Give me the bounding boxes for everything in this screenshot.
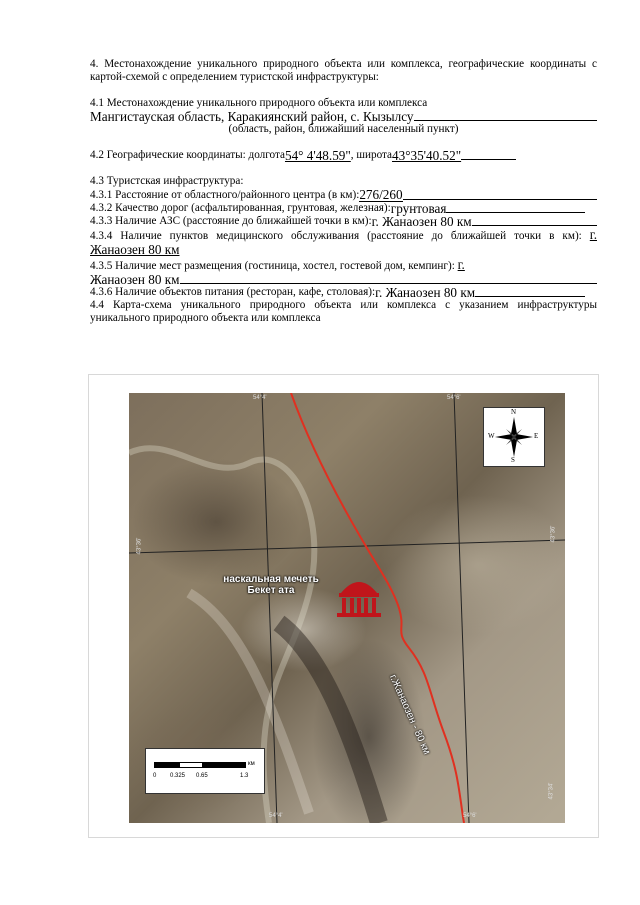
item-4-3-3-row xyxy=(90,215,597,228)
compass-rose xyxy=(483,407,545,467)
item-4-3-2-row xyxy=(90,202,597,215)
place-label-line2: Бекет ата xyxy=(247,585,295,596)
road-label: г.Жанаозен - 80 км xyxy=(386,673,433,757)
road-line xyxy=(291,393,464,823)
scale-seg xyxy=(202,762,246,768)
section-4-3-label: 4.3 Туристская инфраструктура: xyxy=(90,175,244,187)
grid-line xyxy=(129,537,565,555)
place-label-line1: наскальная мечеть xyxy=(223,574,319,585)
item-4-3-6-row xyxy=(90,286,597,299)
scale-seg xyxy=(179,762,203,768)
item-4-3-4-value: г. Жанаозен 80 км xyxy=(90,227,597,257)
scale-seg xyxy=(154,762,180,768)
grid-label-bottom-left: 54°4' xyxy=(269,813,283,819)
compass-e: E xyxy=(534,432,539,440)
section-4-1-label: 4.1 Местонахождение уникального природного объекта или комплекса xyxy=(90,97,428,109)
item-4-3-3-value: г. Жанаозен 80 км xyxy=(371,214,472,229)
grid-label-bottom-right: 54°6' xyxy=(463,813,477,819)
scale-t1: 0.325 xyxy=(170,773,186,779)
item-4-3-5-cont xyxy=(90,273,597,286)
item-4-3-2-label: 4.3.2 Качество дорог (асфальтированная, грунтовая, железная): xyxy=(90,202,391,214)
section-4-1-value-row xyxy=(90,110,597,123)
item-4-3-2-value: грунтовая xyxy=(390,201,447,216)
compass-s: S xyxy=(511,456,515,464)
satellite-map xyxy=(129,393,565,823)
coords-label-start: 4.2 Географические координаты: долгота xyxy=(90,149,285,161)
scale-t2: 0.65 xyxy=(196,773,208,779)
item-4-3-5-text xyxy=(90,258,597,273)
scale-t3: 1.3 xyxy=(240,773,249,779)
item-4-3-5-label: 4.3.5 Наличие мест размещения (гостиница, хостел, гостевой дом, кемпинг): xyxy=(90,260,458,272)
coords-label-mid: , широта xyxy=(350,149,393,161)
document-text xyxy=(90,58,597,325)
scale-unit: км xyxy=(248,761,255,767)
place-label xyxy=(216,574,326,596)
compass-w: W xyxy=(488,432,495,440)
item-4-3-1-label: 4.3.1 Расстояние от областного/районного центра (в км): xyxy=(90,189,360,201)
item-4-3-1-row xyxy=(90,188,597,202)
section-4-4-label: 4.4 Карта-схема уникального природного объекта или комплекса с указанием инфраструктуры уникального природного объекта или комплекса xyxy=(90,299,597,324)
item-4-3-5-value-a: г. xyxy=(457,257,465,272)
grid-label-top-right: 54°6' xyxy=(447,395,461,401)
item-4-3-6-label: 4.3.6 Наличие объектов питания (ресторан, кафе, столовая): xyxy=(90,286,376,298)
item-4-3-5-value-b: Жанаозен 80 км xyxy=(90,272,180,287)
section-4-heading: 4. Местонахождение уникального природного объекта или комплекса, географические координаты с картой-схемой с определением туристской инфраструктуры: xyxy=(90,58,597,83)
scale-t0: 0 xyxy=(153,773,157,779)
location-hint: (область, район, ближайший населенный пункт) xyxy=(228,123,459,135)
grid-label-right-bottom: 43°34' xyxy=(548,782,555,800)
grid-label-right-mid: 43°36' xyxy=(550,525,557,543)
item-4-3-1-value: 276/260 xyxy=(359,187,403,202)
item-4-3-4-text xyxy=(90,228,597,258)
mosque-icon xyxy=(337,582,381,617)
grid-line xyxy=(454,393,469,823)
grid-label-top-left: 54°4' xyxy=(253,395,267,401)
latitude-value: 43°35'40.52" xyxy=(392,148,462,163)
item-4-3-6-value: г. Жанаозен 80 км xyxy=(375,285,476,300)
longitude-value: 54° 4'48.59" xyxy=(284,148,351,163)
ridge-shadow xyxy=(279,623,379,823)
scale-bar xyxy=(145,748,265,794)
grid-label-left-mid: 43°36' xyxy=(136,537,143,555)
item-4-3-4-label: 4.3.4 Наличие пунктов медицинского обслуживания (расстояние до ближайшей точки в км): xyxy=(90,230,590,242)
item-4-3-3-label: 4.3.3 Наличие АЗС (расстояние до ближайшей точки в км): xyxy=(90,215,372,227)
compass-n: N xyxy=(511,408,517,416)
section-4-2-row xyxy=(90,149,597,162)
location-value: Мангистауская область, Каракиянский район, с. Кызылсу xyxy=(90,109,414,124)
